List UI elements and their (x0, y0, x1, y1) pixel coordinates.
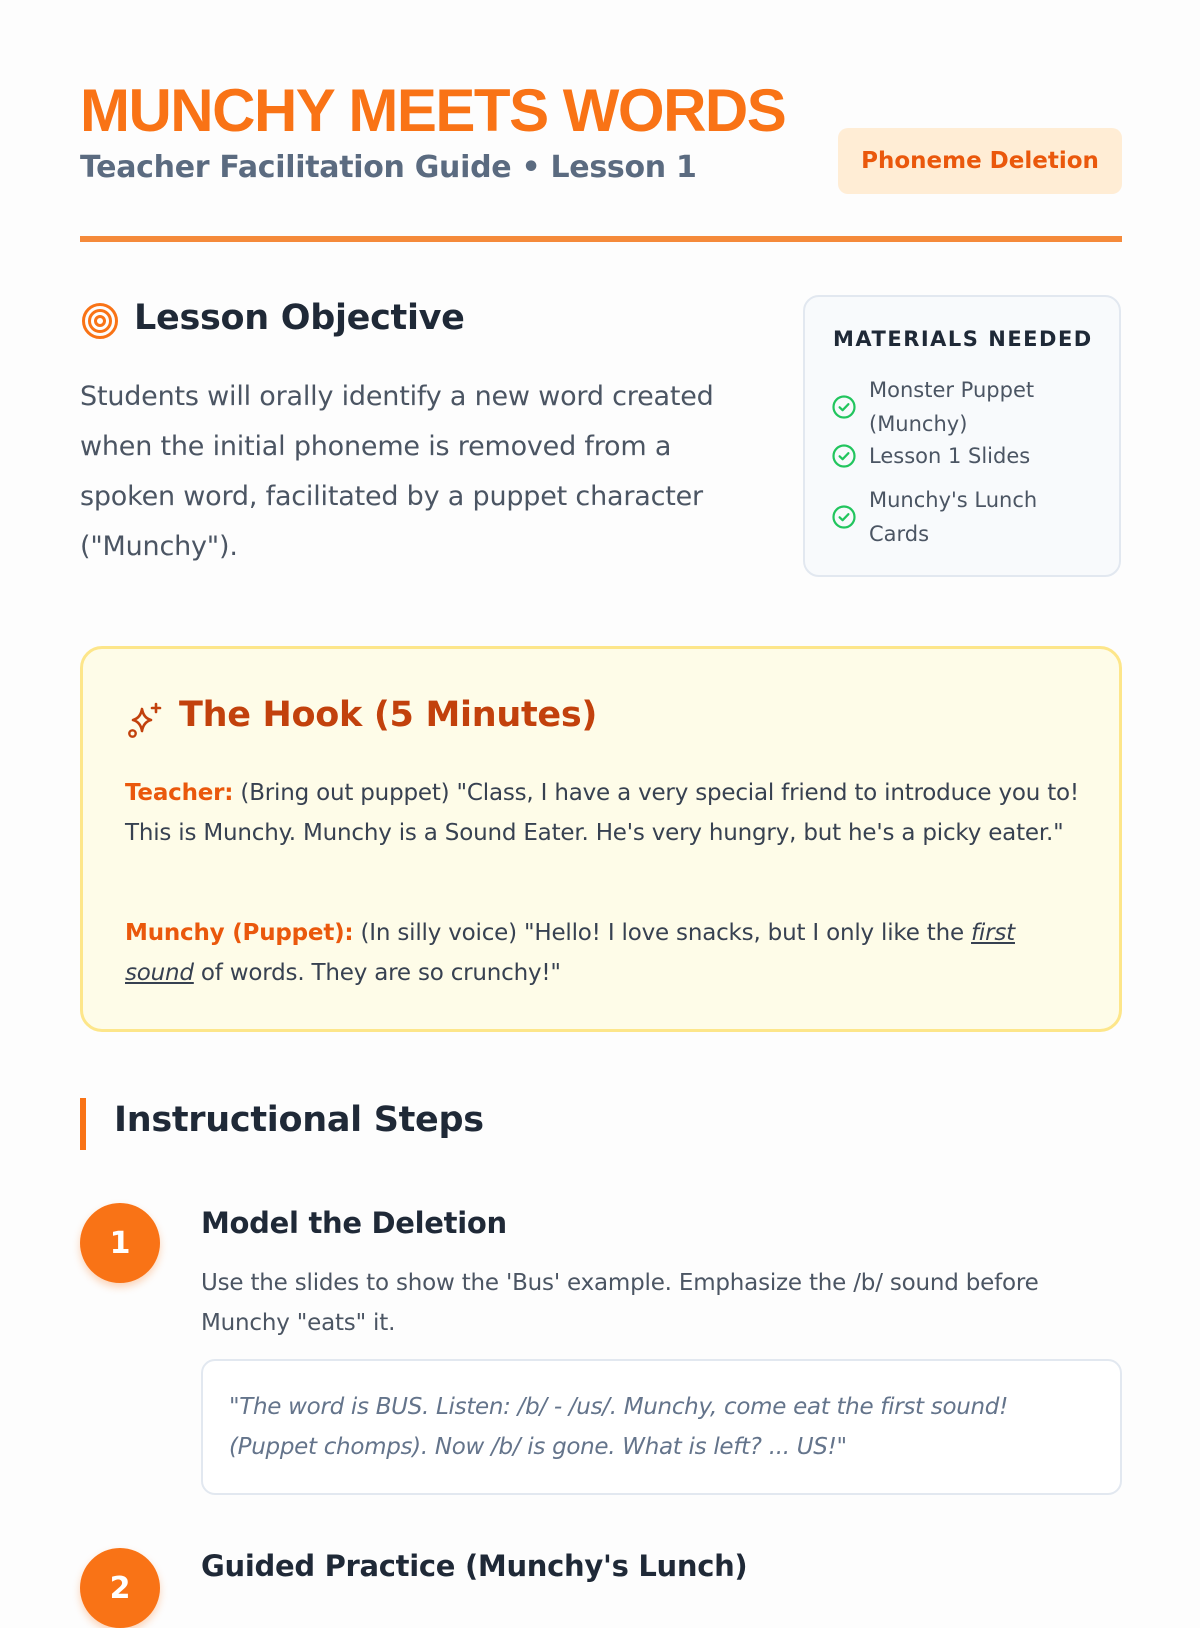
munchy-line (125, 913, 1085, 993)
materials-item (831, 373, 1079, 441)
materials-title: MATERIALS NEEDED (833, 327, 1093, 351)
materials-item-label: Lesson 1 Slides (869, 444, 1031, 468)
target-icon (80, 301, 120, 341)
script-quote-text: "The word is BUS. Listen: /b/ - /us/. Munchy, come eat the first sound! (Puppet chomps). Now /b/ is gone. What is left? ... US!" (229, 1394, 1008, 1460)
steps-heading: Instructional Steps (114, 1100, 484, 1140)
check-circle-icon (831, 394, 857, 420)
munchy-label: Munchy (Puppet): (125, 920, 354, 946)
script-quote-box (201, 1359, 1122, 1495)
step-number-badge: 1 (80, 1203, 160, 1283)
sparkles-icon (125, 701, 165, 741)
munchy-text: (In silly voice) "Hello! I love snacks, but I only like the (353, 920, 972, 946)
munchy-emphasis: first sound (125, 920, 1015, 986)
step-title: Guided Practice (Munchy's Lunch) (201, 1549, 748, 1583)
hook-card (80, 646, 1122, 1032)
teacher-label: Teacher: (125, 780, 234, 806)
munchy-text-end: of words. They are so crunchy!" (193, 960, 561, 986)
page-title: MUNCHY MEETS WORDS (80, 77, 786, 144)
materials-item (831, 439, 1079, 473)
materials-item-label: Monster Puppet (Munchy) (869, 378, 1035, 436)
objective-heading: Lesson Objective (134, 298, 465, 338)
hook-title: The Hook (5 Minutes) (179, 695, 598, 735)
check-circle-icon (831, 443, 857, 469)
check-circle-icon (831, 504, 857, 530)
teacher-line (125, 773, 1085, 853)
section-accent-bar (80, 1098, 86, 1150)
materials-item (831, 483, 1079, 551)
step-title: Model the Deletion (201, 1206, 507, 1240)
teacher-text: (Bring out puppet) "Class, I have a very special friend to introduce you to! This is Munchy. Munchy is a Sound Eater. He's very hungry, but he's a picky eater." (125, 780, 1079, 846)
materials-card (803, 295, 1121, 577)
step-number-badge: 2 (80, 1548, 160, 1628)
objective-text: Students will orally identify a new word created when the initial phoneme is removed from a spoken word, facilitated by a puppet character ("Munchy"). (80, 381, 714, 562)
header-divider (80, 236, 1122, 242)
materials-item-label: Munchy's Lunch Cards (869, 488, 1038, 546)
page-subtitle: Teacher Facilitation Guide • Lesson 1 (80, 150, 697, 185)
topic-badge: Phoneme Deletion (838, 128, 1122, 194)
step-description: Use the slides to show the 'Bus' example. Emphasize the /b/ sound before Munchy "eats" it. (201, 1270, 1039, 1336)
